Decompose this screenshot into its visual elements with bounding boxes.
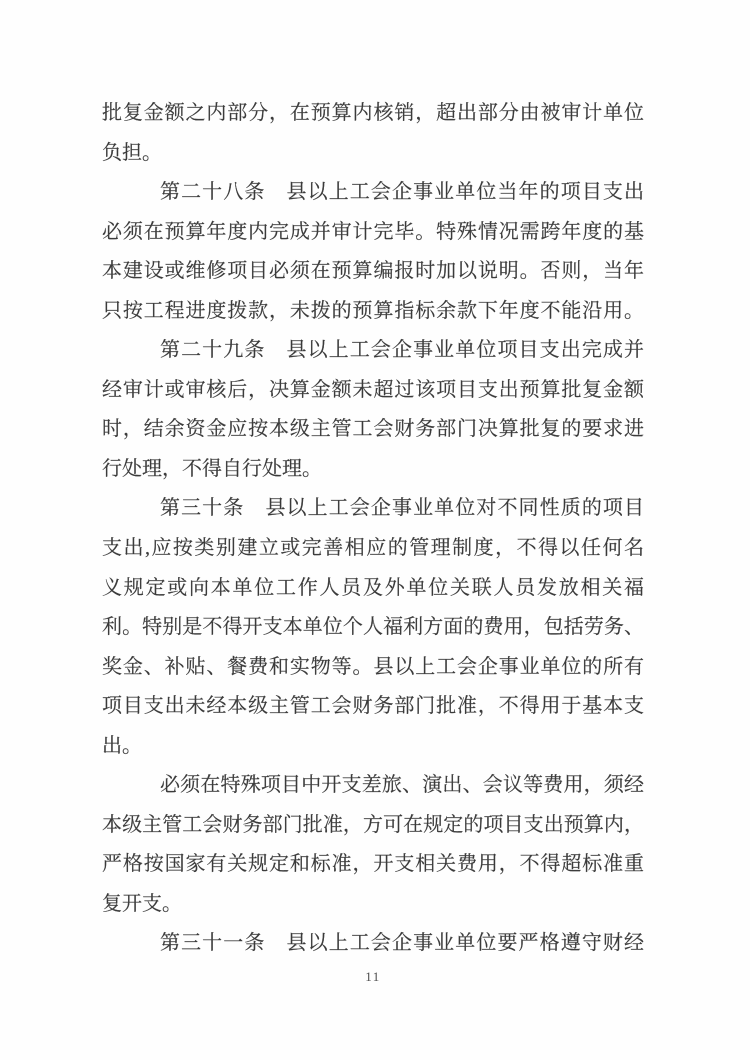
text-line: 第三十一条 县以上工会企事业单位要严格遵守财经 xyxy=(160,932,644,955)
text-line: 复开支。 xyxy=(102,892,182,915)
text-line: 本级主管工会财务部门批准，方可在规定的项目支出预算内， xyxy=(102,813,644,836)
document-body xyxy=(102,94,644,964)
text-line: 支出,应按类别建立或完善相应的管理制度，不得以任何名 xyxy=(102,537,644,560)
text-line: 第三十条 县以上工会企事业单位对不同性质的项目 xyxy=(160,497,644,520)
article-30 xyxy=(102,489,644,766)
text-line: 负担。 xyxy=(102,141,162,164)
text-line: 必须在预算年度内完成并审计完毕。特殊情况需跨年度的基 xyxy=(102,220,644,243)
article-29 xyxy=(102,331,644,489)
text-line: 经审计或审核后，决算金额未超过该项目支出预算批复金额 xyxy=(102,378,644,401)
text-line: 奖金、补贴、餐费和实物等。县以上工会企事业单位的所有 xyxy=(102,655,644,678)
article-28 xyxy=(102,173,644,331)
text-line: 行处理，不得自行处理。 xyxy=(102,457,322,480)
paragraph-continuation-audit xyxy=(102,94,644,173)
text-line: 只按工程进度拨款，未拨的预算指标余款下年度不能沿用。 xyxy=(102,299,644,322)
text-line: 出。 xyxy=(102,734,142,757)
text-line: 本建设或维修项目必须在预算编报时加以说明。否则，当年 xyxy=(102,260,644,283)
text-line: 时，结余资金应按本级主管工会财务部门决算批复的要求进 xyxy=(102,418,644,441)
text-line: 批复金额之内部分，在预算内核销，超出部分由被审计单位 xyxy=(102,102,644,124)
text-line: 义规定或向本单位工作人员及外单位关联人员发放相关福 xyxy=(102,576,644,599)
page-number: 11 xyxy=(365,969,381,984)
text-line: 第二十九条 县以上工会企事业单位项目支出完成并 xyxy=(160,339,644,362)
text-line: 利。特别是不得开支本单位个人福利方面的费用，包括劳务、 xyxy=(102,616,644,639)
text-line: 必须在特殊项目中开支差旅、演出、会议等费用，须经 xyxy=(160,774,644,797)
text-line: 严格按国家有关规定和标准，开支相关费用，不得超标准重 xyxy=(102,853,644,876)
text-line: 项目支出未经本级主管工会财务部门批准，不得用于基本支 xyxy=(102,695,644,718)
article-31 xyxy=(102,924,644,964)
paragraph-special-project-expenses xyxy=(102,766,644,924)
text-line: 第二十八条 县以上工会企事业单位当年的项目支出 xyxy=(160,181,644,204)
